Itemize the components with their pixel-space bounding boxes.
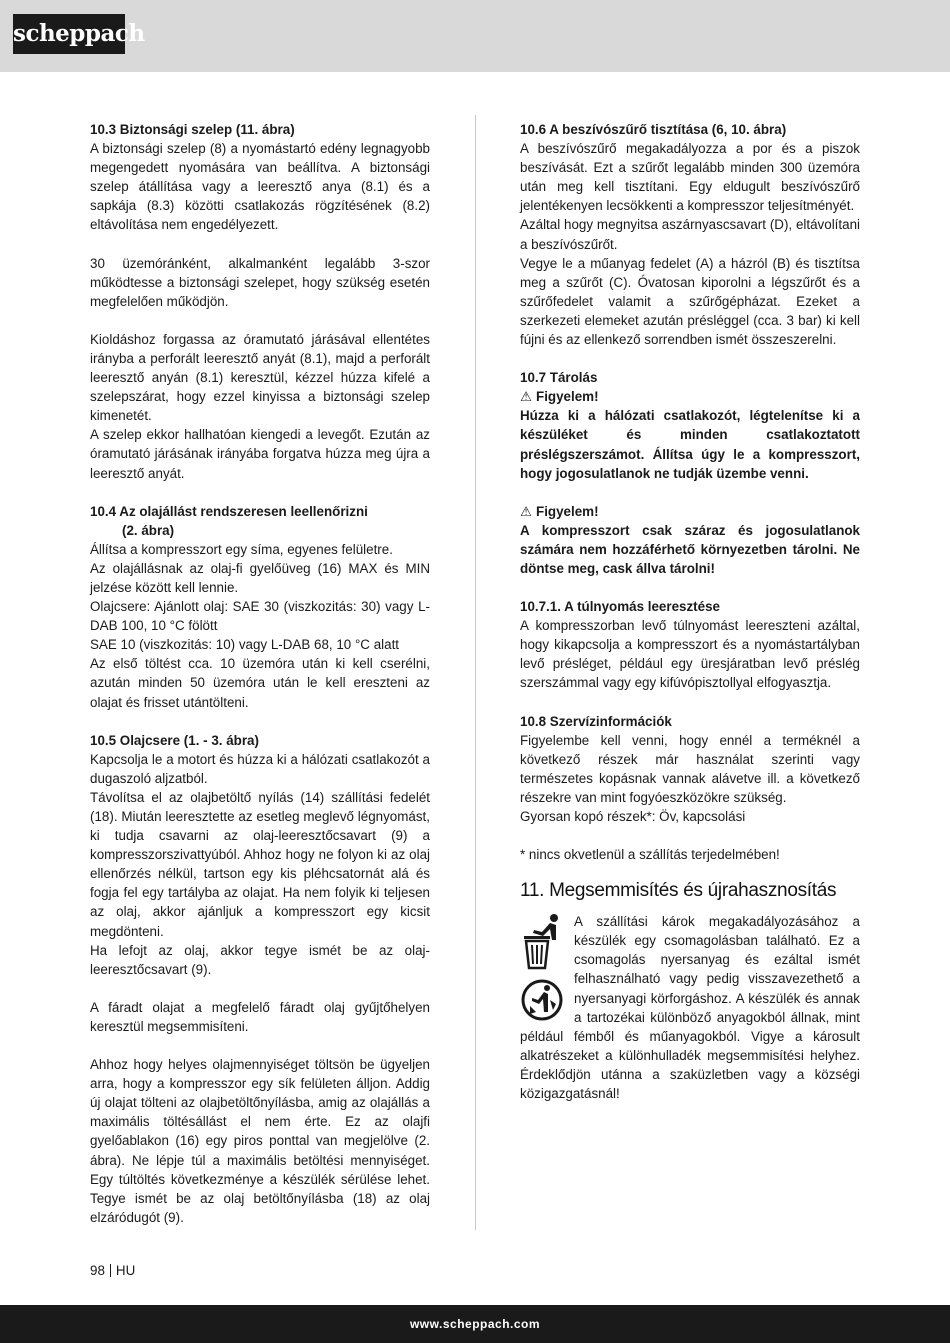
paragraph: Kioldáshoz forgassa az óramutató járásával ellentétes irányba a perforált leeresztő anyát (8.1), majd a perforált leeresztő anyán (8.1) keresztül, kézzel húzza kifelé a szelepszárat, hogy ezzel kinyissa a biztonsági szelep kimenetét. — [90, 331, 430, 424]
warning-label: ⚠ Figyelem! — [520, 503, 599, 519]
column-divider — [475, 115, 476, 1230]
paragraph: Olajcsere: Ajánlott olaj: SAE 30 (viszkozitás: 30) vagy L-DAB 100, 10 °C fölött — [90, 599, 430, 634]
paragraph: Azáltal hogy megnyitsa aszárnyascsavart (D), eltávolítani a beszívószűrőt. — [520, 217, 860, 252]
disposal-icons — [520, 912, 570, 1024]
paragraph: Az első töltést cca. 10 üzemóra után ki kell cserélni, azután minden 50 üzemóra után le kell ereszteni az olajat és frisset utántölteni. — [90, 656, 430, 710]
paragraph: 30 üzemóránként, alkalmanként legalább 3-szor működtesse a biztonsági szelepet, hogy szükség esetén megfelelően működjön. — [90, 255, 430, 309]
paragraph: Figyelembe kell venni, hogy ennél a terméknél a következő részek már használat szerinti vagy természetes kopásnak vannak alávetve ill. a következő részekre van mint fogyóeszközökre szükség. — [520, 732, 860, 805]
paragraph: Kapcsolja le a motort és húzza ki a hálózati csatlakozót a dugaszoló aljzatból. — [90, 751, 430, 786]
paragraph: SAE 10 (viszkozitás: 10) vagy L-DAB 68, 10 °C alatt — [90, 637, 400, 653]
section-10-7-title: 10.7 Tárolás — [520, 370, 598, 386]
separator — [110, 1264, 111, 1277]
disposal-block — [520, 912, 860, 1103]
left-column — [90, 120, 430, 1227]
section-10-4-title-figure: (2. ábra) — [122, 522, 175, 538]
paragraph: A fáradt olajat a megfelelő fáradt olaj gyűjtőhelyen keresztül megsemmisíteni. — [90, 999, 430, 1034]
paragraph: Ha lefojt az olaj, akkor tegye ismét be az olaj-leeresztőcsavart (9). — [90, 942, 430, 977]
warning-icon: ⚠ — [520, 389, 533, 405]
warning-icon: ⚠ — [520, 503, 533, 519]
paragraph: A szállítási károk megakadályozásához a készülék egy csomagolásban található. Ez a csomagolás nyersanyag és ezáltal ismét felhasználható vagy pedig visszavezethető a nyersanyagi körforgáshoz. A készülék és annak a tartozékai különböző anyagokból állnak, mint például fémből és műanyagokból. Vigye a károsult alkatrészeket a különhulladék megsemmisítési helyhez. Érdeklődjön utánna a szaküzletben vagy a községi közigazgatásnál! — [520, 914, 860, 1102]
page-number: 98 HU — [90, 1263, 136, 1278]
section-10-6-title: 10.6 A beszívószűrő tisztítása (6, 10. ábra) — [520, 122, 787, 137]
paragraph: Távolítsa el az olajbetöltő nyílás (14) szállítási fedelét (18). Miután leeresztette az esetleg meglevő légnyomást, ki tudja csavarni az olaj-leeresztőcsavart (9) a kompresszorszivattyúból. Ahhoz hogy ne folyon ki az olaj ellenőrzés nélkül, tartson egy kis pléhcsatornát alá és fogja fel egy tartályba az olajat. Ha nem folyik ki teljesen az olaj, akkor ajánljuk a kompresszort egy kicsit megdönteni. — [90, 789, 430, 939]
paragraph: Az olajállásnak az olaj-fi gyelőüveg (16) MAX és MIN jelzése között kell lennie. — [90, 560, 430, 595]
paragraph: Ahhoz hogy helyes olajmennyiséget töltsön be ügyeljen arra, hogy a kompresszor egy sík felületen álljon. Addig új olajat tölteni az olajbetöltőnyílásba, amig az olajállás a maximális töltésállást el nem érte. Ez az olajfi gyelőablakon (16) egy piros ponttal van megjelölve (2. ábra). Ne lépje túl a maximális betöltési mennyiséget. Egy túltöltés következménye a készülék sérülése lehet. Tegye ismét be az olaj betöltőnyílásba (18) az olaj elzáródugót (9). — [90, 1057, 430, 1225]
footer-url: www.scheppach.com — [409, 1317, 541, 1331]
warning-label: ⚠ Figyelem! — [520, 389, 599, 405]
warning-text: Húzza ki a hálózati csatlakozót, légtelenítse ki a készüléket és minden csatlakoztatott préslégszerszámot. Állítsa úgy le a kompresszort, hogy jogosulatlanok ne tudják üzembe venni. — [520, 408, 860, 481]
paragraph: A beszívószűrő megakadályozza a por és a piszok beszívását. Ezt a szűrőt legalább minden 300 üzemóra után meg kell tisztítani. Egy eldugult beszívószűrő jelentékenyen lecsökkenti a kompresszor teljesítményét. — [520, 141, 860, 214]
section-10-8-title: 10.8 Szervízinformációk — [520, 713, 672, 729]
paragraph: Vegye le a műanyag fedelet (A) a házról (B) és tisztítsa meg a szűrőt (C). Óvatosan kiporolni a légszűrőt és a szűrőfedelet valamit a szűrőgépházat. Ezeket a szerkezeti elemeket azután présléggel (cca. 3 bar) ki kell fújni és az ellenkező sorrendben ismét összeszerelni. — [520, 255, 860, 348]
waste-bin-icon — [524, 914, 558, 968]
paragraph: A kompresszorban levő túlnyomást leereszteni azáltal, hogy kikapcsolja a kompresszort és a nyomástartályban levő présléget, például egy üresjáratban levő préslég szerszámmal vagy egy kifúvópisztollyal elfogyasztja. — [520, 618, 860, 691]
section-10-3-title: 10.3 Biztonsági szelep (11. ábra) — [90, 122, 295, 137]
footnote: * nincs okvetlenül a szállítás terjedelmében! — [520, 847, 780, 863]
section-10-5-title: 10.5 Olajcsere (1. - 3. ábra) — [90, 732, 259, 748]
warning-text: A kompresszort csak száraz és jogosulatlanok számára nem hozzáférhető környezetben tárolni. Ne döntse meg, cask állva tárolni! — [520, 522, 860, 576]
paragraph: A szelep ekkor hallhatóan kiengedi a levegőt. Ezután az óramutató járásának irányába forgatva húzza meg újra a leeresztő anyát. — [90, 427, 430, 481]
section-11-title: 11. Megsemmisítés és újrahasznosítás — [520, 880, 837, 902]
paragraph: A biztonsági szelep (8) a nyomástartó edény legnagyobb megengedett nyomására van beállítva. A biztonsági szelep átállítása vagy a leeresztő anya (8.1) és a sapkája (8.3) közötti csatlakozás rögzítésének (8.2) eltávolítása nem engedélyezett. — [90, 141, 430, 233]
paragraph: Állítsa a kompresszort egy síma, egyenes felületre. — [90, 541, 393, 557]
section-10-4-title: 10.4 Az olajállást rendszeresen leellenőrizni — [90, 503, 368, 519]
section-10-7-1-title: 10.7.1. A túlnyomás leeresztése — [520, 599, 720, 615]
recycle-icon — [523, 981, 561, 1019]
right-column — [520, 120, 860, 1103]
paragraph: Gyorsan kopó részek*: Öv, kapcsolási — [520, 809, 746, 824]
scheppach-logo: scheppach — [13, 14, 125, 54]
